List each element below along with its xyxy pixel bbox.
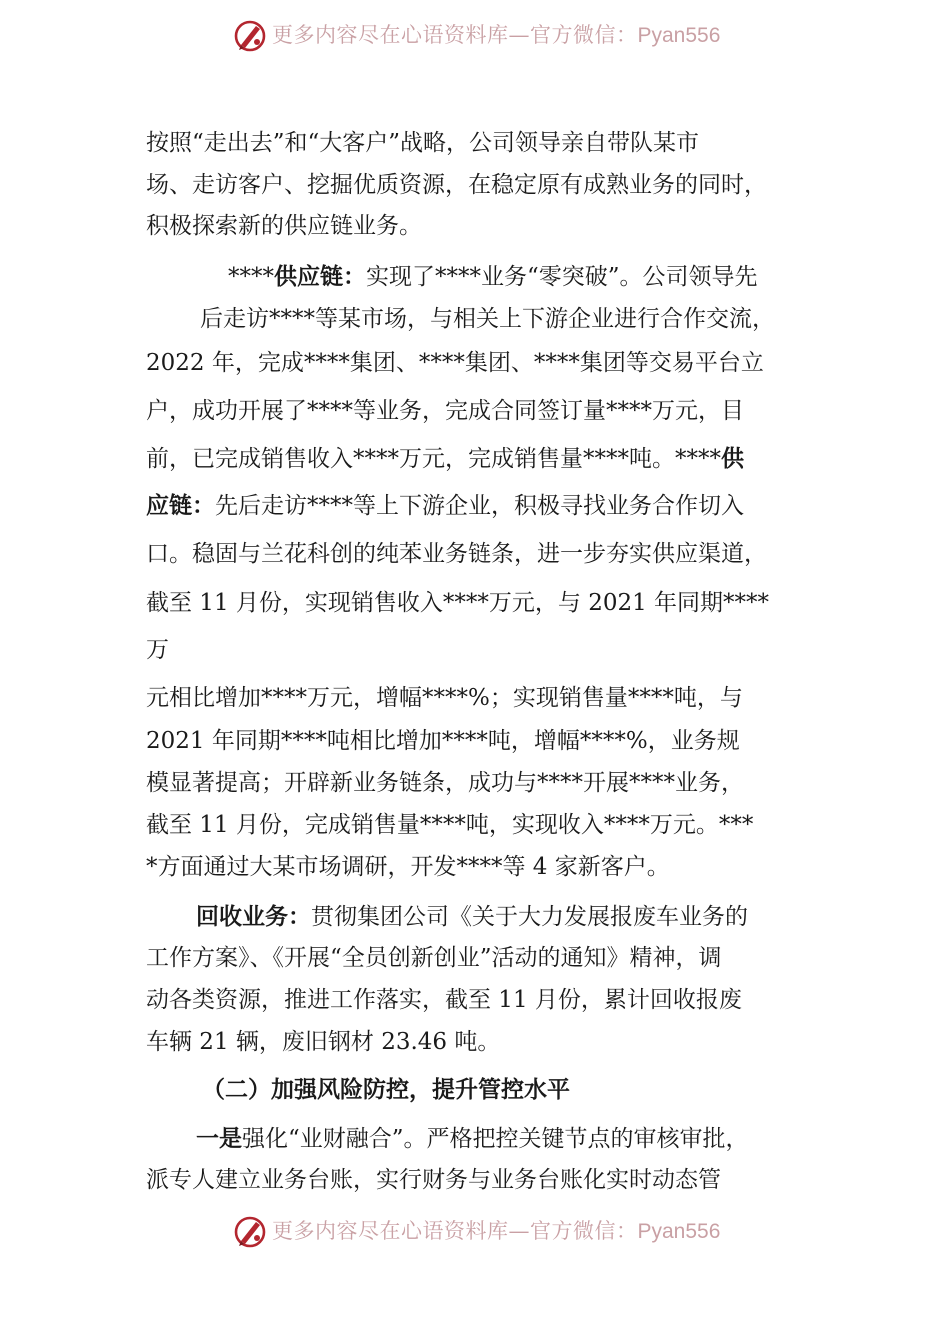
paragraph-line: 模显著提高；开辟新业务链条，成功与****开展****业务， — [146, 770, 744, 796]
paragraph-lead-line: 一是强化“业财融合”。严格把控关键节点的审核审批， — [196, 1126, 749, 1152]
section-heading: （二）加强风险防控，提升管控水平 — [202, 1077, 570, 1103]
wechat-id: Pyan556 — [637, 24, 721, 47]
paragraph-line: 2021 年同期****吨相比增加****吨，增幅****%，业务规 — [146, 728, 740, 754]
watermark-text: 更多内容尽在心语资料库—官方微信：Pyan556 — [272, 23, 721, 47]
section-label: 一是 — [196, 1126, 242, 1152]
paragraph-line: 口。稳固与兰花科创的纯苯业务链条，进一步夯实供应渠道， — [146, 541, 767, 567]
paragraph-line: 截至 11 月份，实现销售收入****万元，与 2021 年同期**** — [146, 590, 770, 616]
paragraph-line: 应链：先后走访****等上下游企业，积极寻找业务合作切入 — [146, 493, 744, 519]
section-label: 应链： — [146, 493, 215, 519]
paragraph-line: 动各类资源，推进工作落实，截至 11 月份，累计回收报废 — [146, 987, 742, 1013]
paragraph-line: 后走访****等某市场，与相关上下游企业进行合作交流， — [200, 306, 775, 332]
watermark-banner-top — [0, 16, 950, 56]
paragraph-line: 车辆 21 辆，废旧钢材 23.46 吨。 — [146, 1029, 501, 1055]
wechat-id: Pyan556 — [637, 1220, 721, 1243]
paragraph-line: *方面通过大某市场调研，开发****等 4 家新客户。 — [146, 854, 670, 880]
watermark-banner-bottom — [0, 1212, 950, 1252]
writing-pen-seal-icon — [232, 1214, 268, 1250]
section-label: 供应链： — [274, 264, 366, 290]
paragraph-lead-line: 回收业务：贯彻集团公司《关于大力发展报废车业务的 — [196, 904, 748, 930]
section-label: 供 — [721, 446, 744, 472]
paragraph-line: 派专人建立业务台账，实行财务与业务台账化实时动态管 — [146, 1167, 721, 1193]
paragraph-line: 工作方案》、《开展“全员创新创业”活动的通知》精神，调 — [146, 945, 722, 971]
paragraph-line: 前，已完成销售收入****万元，完成销售量****吨。****供 — [146, 446, 744, 472]
paragraph-line: 截至 11 月份，完成销售量****吨，实现收入****万元。*** — [146, 812, 754, 838]
paragraph-lead-line: ****供应链：实现了****业务“零突破”。公司领导先 — [228, 264, 758, 290]
watermark-text: 更多内容尽在心语资料库—官方微信：Pyan556 — [272, 1219, 721, 1243]
paragraph-line: 2022 年，完成****集团、****集团、****集团等交易平台立 — [146, 350, 764, 376]
paragraph-line: 场、走访客户、挖掘优质资源，在稳定原有成熟业务的同时， — [146, 172, 767, 198]
paragraph-line: 万 — [146, 637, 169, 663]
section-label: 回收业务： — [196, 904, 311, 930]
paragraph-line: 户，成功开展了****等业务，完成合同签订量****万元，目 — [146, 398, 744, 424]
writing-pen-seal-icon — [232, 18, 268, 54]
paragraph-line: 元相比增加****万元，增幅****%；实现销售量****吨，与 — [146, 685, 743, 711]
paragraph-line: 积极探索新的供应链业务。 — [146, 213, 422, 239]
paragraph-line: 按照“走出去”和“大客户”战略，公司领导亲自带队某市 — [146, 130, 700, 156]
